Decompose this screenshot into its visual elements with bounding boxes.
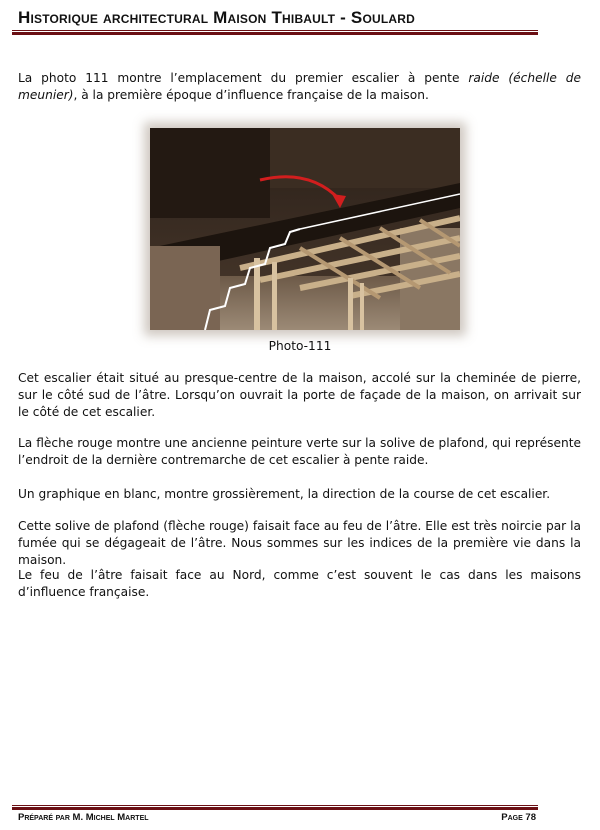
paragraph-intro — [18, 70, 581, 104]
paragraph-intro-part-a: La photo 111 montre l’emplacement du premier escalier à pente — [18, 71, 469, 85]
footer-author: Préparé par M. Michel Martel — [18, 812, 149, 823]
header-rule-thick — [12, 32, 538, 35]
paragraph-intro-part-b: , à la première époque d’influence française de la maison. — [73, 88, 429, 102]
photo-caption: Photo-111 — [268, 339, 332, 353]
photo-111-illustration — [150, 128, 460, 330]
paragraph-3: La flèche rouge montre une ancienne peinture verte sur la solive de plafond, qui représente l’endroit de la dernière contremarche de cet escalier à pente raide. — [18, 436, 581, 467]
header-rule-thin — [12, 30, 538, 31]
footer-page-number: Page 78 — [501, 812, 536, 823]
footer-rule-thin — [12, 805, 538, 806]
page-header-title: Historique architectural Maison Thibault - Soulard — [18, 8, 415, 27]
footer-rule-thick — [12, 807, 538, 810]
paragraph-4: Un graphique en blanc, montre grossièrement, la direction de la course de cet escalier. — [18, 487, 551, 501]
photo-111 — [150, 128, 460, 330]
paragraph-intro-italic: raide (échelle de meunier) — [18, 71, 581, 102]
paragraph-5: Cette solive de plafond (flèche rouge) faisait face au feu de l’âtre. Elle est très noircie par la fumée qui se dégageait de l’âtre. Nous sommes sur les indices de la première vie dans la maison. — [18, 519, 581, 567]
paragraph-2: Cet escalier était situé au presque-centre de la maison, accolé sur la cheminée de pierre, sur le côté sud de l’âtre. Lorsqu’on ouvrait la porte de façade de la maison, on arrivait sur le côté de cet escalier. — [18, 371, 581, 419]
paragraph-6: Le feu de l’âtre faisait face au Nord, comme c’est souvent le cas dans les maisons d’influence française. — [18, 568, 581, 599]
